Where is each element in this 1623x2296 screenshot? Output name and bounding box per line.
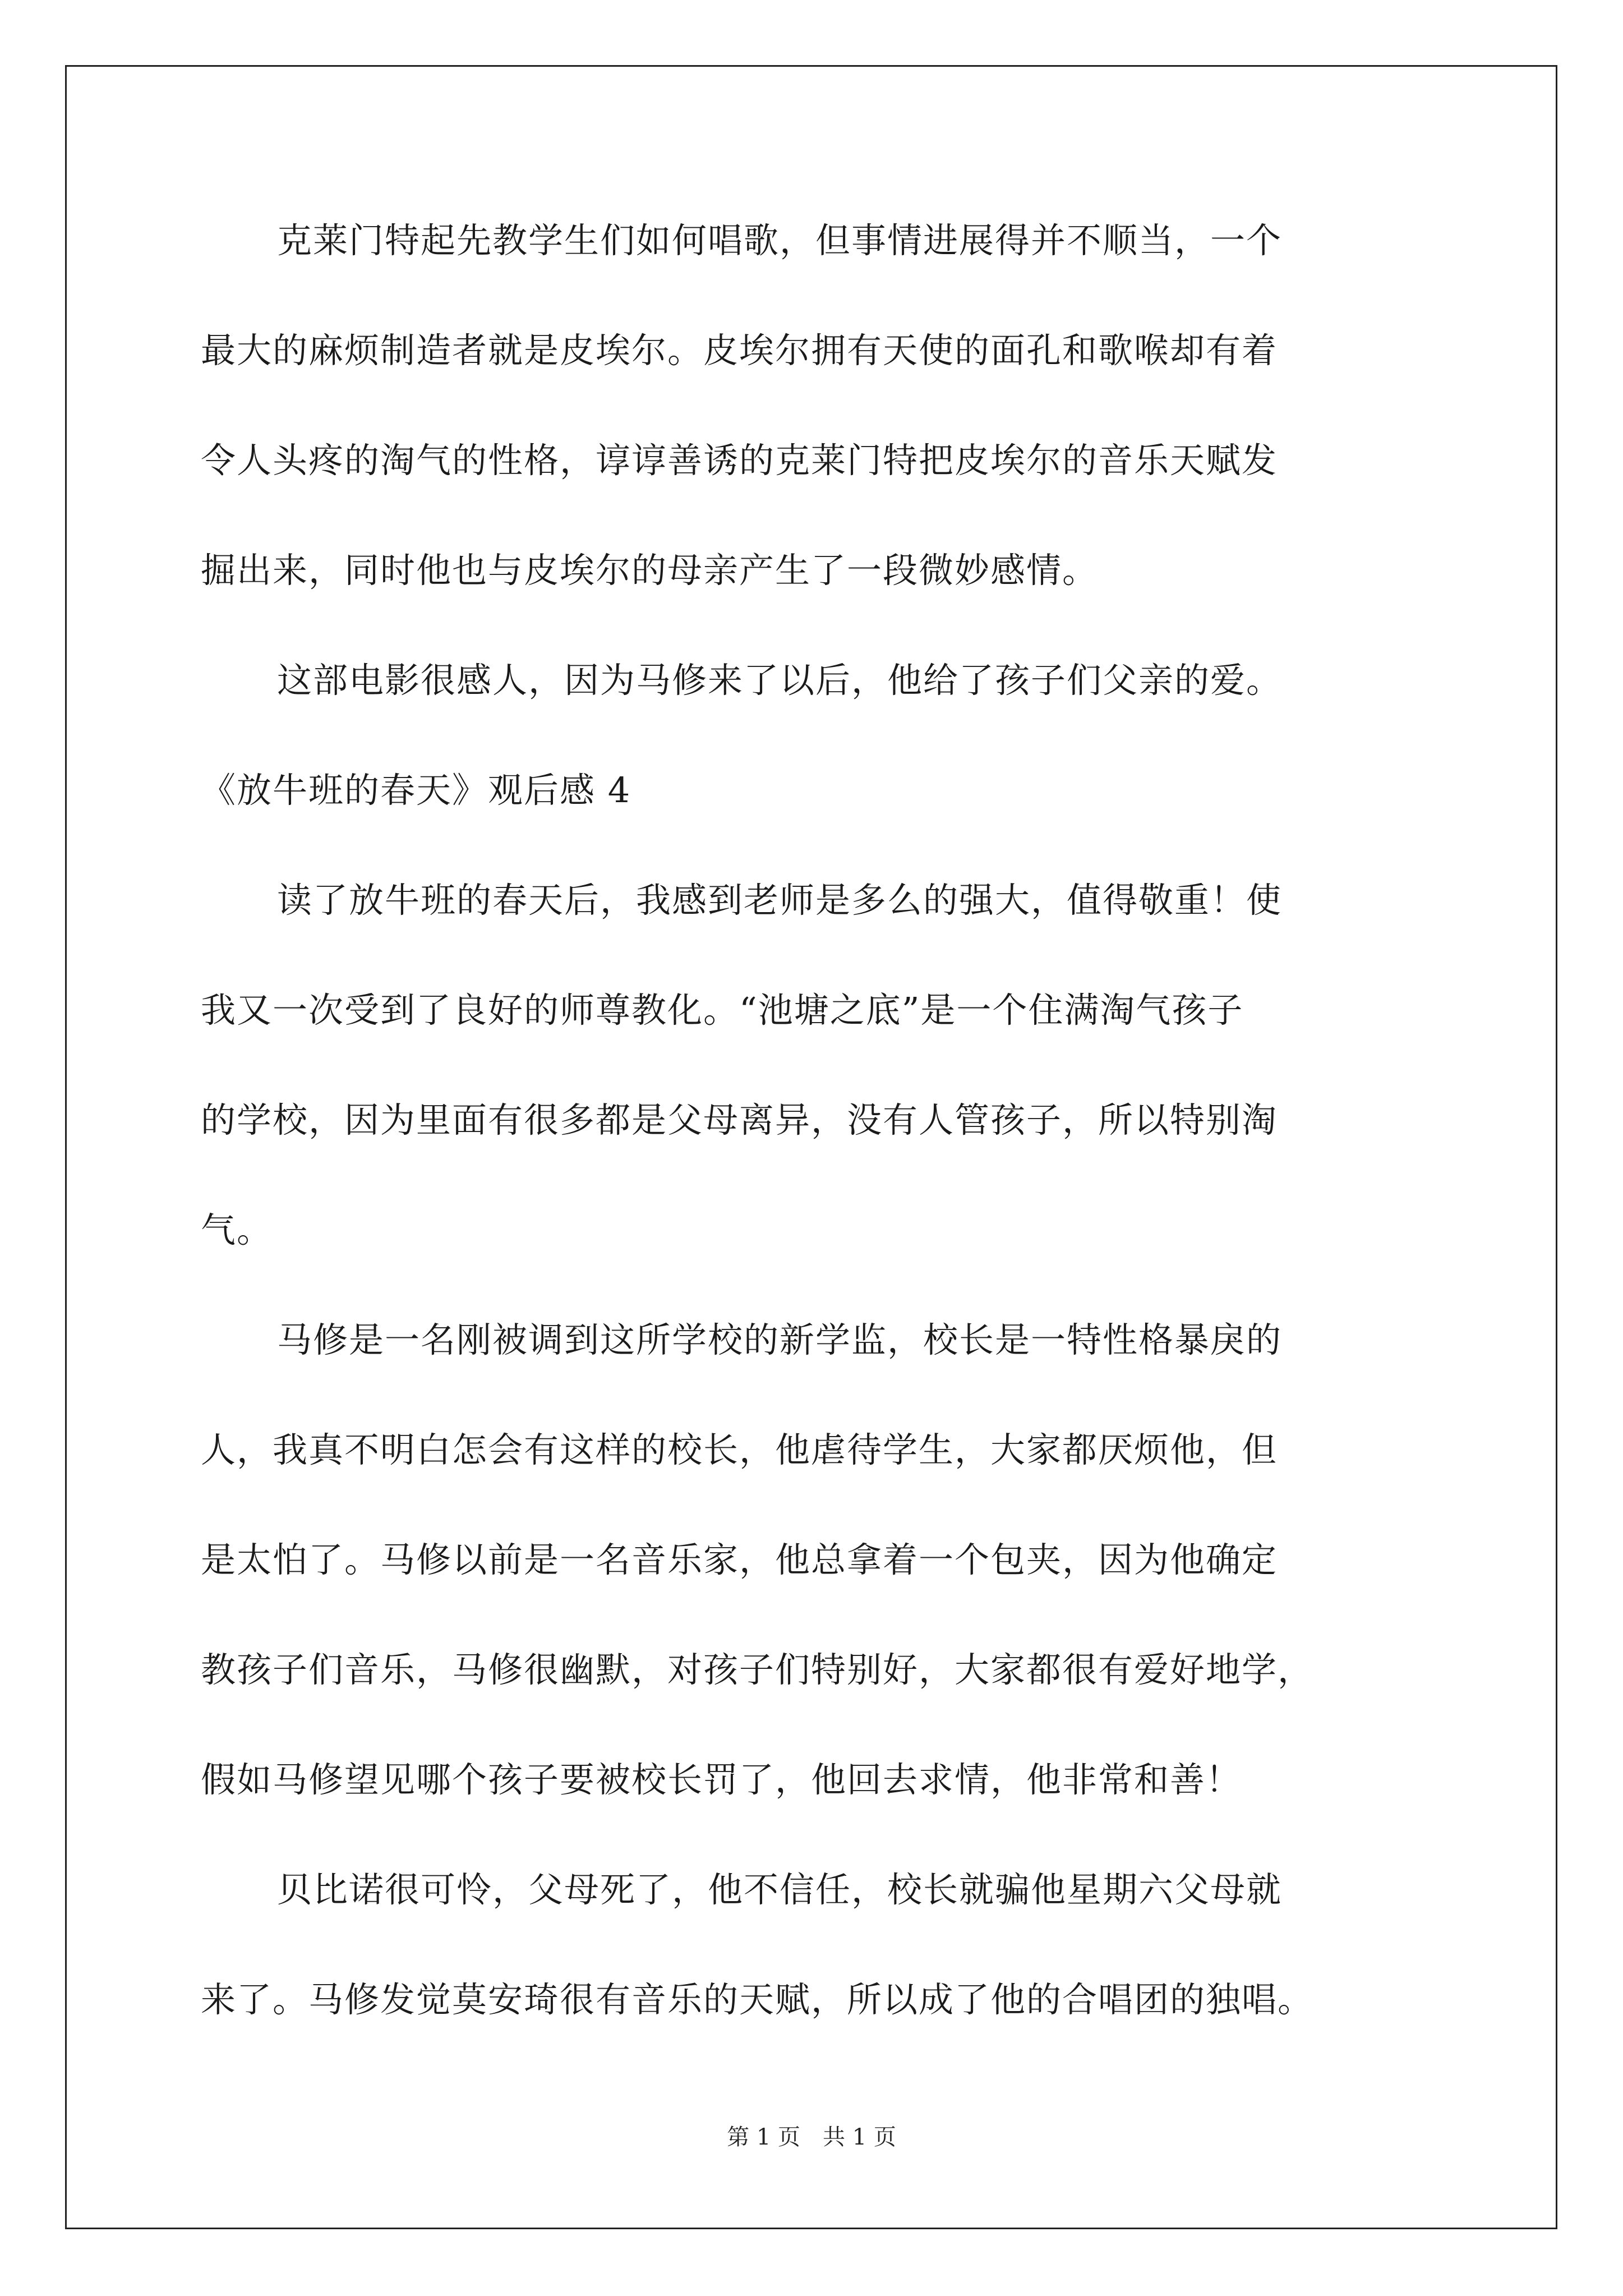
text-line: 读了放牛班的春天后，我感到老师是多么的强大，值得敬重！使 (277, 880, 1283, 921)
text-line: 教孩子们音乐，马修很幽默，对孩子们特别好，大家都很有爱好地学， (201, 1649, 1314, 1690)
text-line: 克莱门特起先教学生们如何唱歌，但事情进展得并不顺当，一个 (277, 220, 1283, 261)
text-line: 马修是一名刚被调到这所学校的新学监，校长是一特性格暴戾的 (277, 1319, 1283, 1360)
text-line: 最大的麻烦制造者就是皮埃尔。皮埃尔拥有天使的面孔和歌喉却有着 (201, 330, 1278, 371)
text-line: 贝比诺很可怜，父母死了，他不信任，校长就骗他星期六父母就 (277, 1869, 1283, 1910)
page-number-footer: 第 1 页 共 1 页 (727, 2124, 896, 2150)
document-body (201, 214, 1429, 2083)
text-line: 掘出来，同时他也与皮埃尔的母亲产生了一段微妙感情。 (201, 550, 1099, 591)
text-line: 假如马修望见哪个孩子要被校长罚了，他回去求情，他非常和善！ (201, 1759, 1242, 1800)
text-line: 这部电影很感人，因为马修来了以后，他给了孩子们父亲的爱。 (277, 660, 1283, 701)
text-line: 令人头疼的淘气的性格，谆谆善诱的克莱门特把皮埃尔的音乐天赋发 (201, 440, 1278, 481)
section-heading: 《放牛班的春天》观后感 4 (201, 770, 631, 811)
text-line: 来了。马修发觉莫安琦很有音乐的天赋，所以成了他的合唱团的独唱。 (201, 1979, 1314, 2020)
text-line: 我又一次受到了良好的师尊教化。“池塘之底”是一个住满淘气孩子 (201, 990, 1244, 1030)
text-line: 的学校，因为里面有很多都是父母离异，没有人管孩子，所以特别淘 (201, 1099, 1278, 1140)
text-line: 人，我真不明白怎会有这样的校长，他虐待学生，大家都厌烦他，但 (201, 1429, 1278, 1470)
text-line: 是太怕了。马修以前是一名音乐家，他总拿着一个包夹，因为他确定 (201, 1539, 1278, 1580)
text-line: 气。 (201, 1209, 273, 1250)
